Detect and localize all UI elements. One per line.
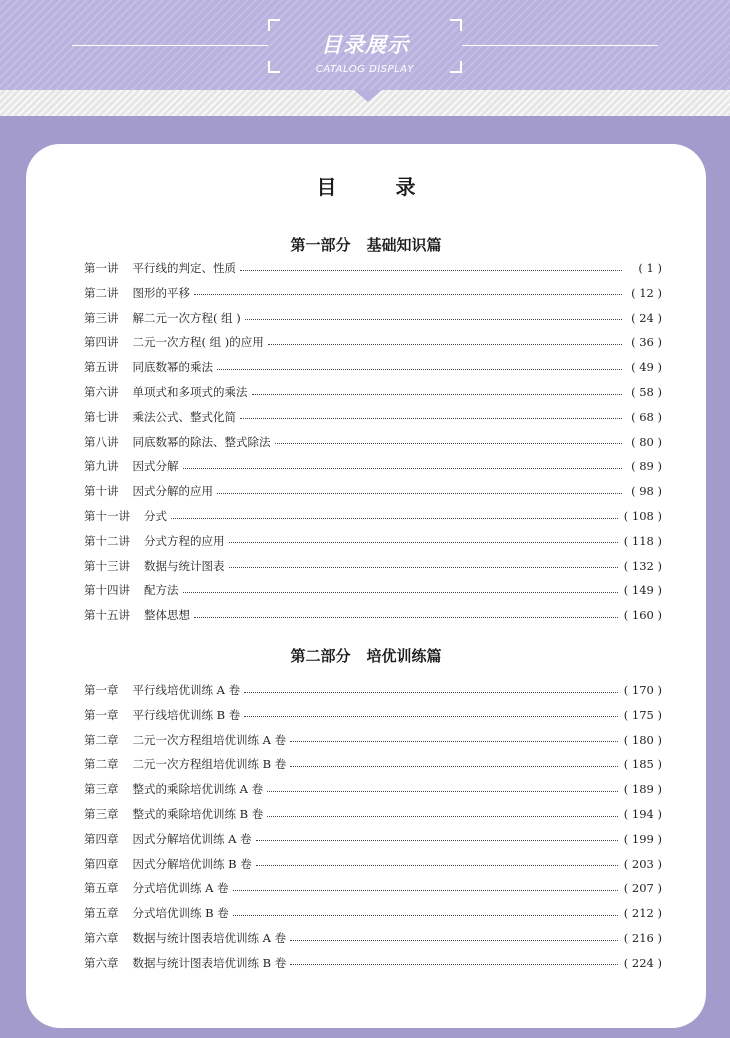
toc-entry-leader: [245, 319, 622, 320]
toc-entry: [84, 481, 662, 501]
toc-entry: [84, 456, 662, 476]
toc-entry-label: 第一讲: [84, 261, 119, 275]
part-two-title: [26, 645, 706, 666]
toc-entry-leader: [171, 518, 618, 519]
toc-entry: [84, 730, 662, 750]
header-subtitle: CATALOG DISPLAY: [315, 64, 415, 75]
toc-entry-label: 第六章: [84, 931, 119, 945]
toc-entry-title: 数据与统计图表: [144, 558, 225, 573]
toc-entry-page: ( 36 ): [631, 335, 662, 350]
toc-entry-label: 第二章: [84, 757, 119, 772]
toc-entry: [84, 680, 662, 700]
toc-entry-label: 第十三讲: [84, 558, 130, 573]
toc-entry-page: ( 98 ): [631, 484, 662, 499]
toc-entry-page: ( 80 ): [631, 434, 662, 449]
toc-entry: [84, 432, 662, 452]
toc-entry-label: 第三章: [84, 782, 119, 797]
toc-entry-leader: [194, 617, 618, 618]
toc-entry-page: ( 118 ): [623, 533, 662, 548]
toc-entry-leader: [268, 344, 622, 345]
toc-entry: [84, 779, 662, 799]
toc-entry-title: 同底数幂的除法、整式除法: [132, 434, 271, 449]
toc-entry-title: 分式方程的应用: [144, 533, 225, 548]
toc-entry-label: 第十二讲: [84, 533, 130, 548]
toc-entry-label: 第三讲: [84, 310, 119, 325]
toc-entry-leader: [183, 592, 618, 593]
toc-entry: [84, 878, 662, 898]
toc-entry-label: 第六章: [84, 955, 119, 970]
toc-entry-page: ( 194 ): [623, 807, 662, 821]
toc-entry-title: 配方法: [144, 583, 179, 598]
toc-entry: [84, 580, 662, 600]
toc-entry-page: ( 199 ): [623, 831, 662, 846]
toc-entry-page: ( 132 ): [623, 558, 662, 573]
toc-entry-label: 第十五讲: [84, 608, 130, 623]
toc-entry-leader: [194, 294, 622, 295]
toc-entry: [84, 804, 662, 824]
toc-entry-page: ( 185 ): [623, 757, 662, 772]
toc-entry-label: 第十四讲: [84, 583, 130, 598]
toc-entry: [84, 382, 662, 402]
toc-entry-leader: [229, 567, 618, 568]
toc-entry-page: ( 224 ): [623, 955, 662, 970]
toc-entry: [84, 754, 662, 774]
toc-entry-page: ( 89 ): [631, 459, 662, 474]
toc-entry: [84, 357, 662, 377]
part-two-name: 培优训练篇: [366, 647, 442, 665]
toc-entry-leader: [244, 692, 618, 693]
toc-entry-label: 第四章: [84, 831, 119, 846]
toc-entry-leader: [256, 840, 618, 841]
toc-entry-title: 分式: [144, 509, 167, 523]
toc-entry-title: 二元一次方程( 组 )的应用: [132, 335, 264, 350]
toc-entry: [84, 258, 662, 278]
toc-entry-leader: [240, 418, 622, 419]
toc-entry-page: ( 189 ): [623, 782, 662, 797]
toc-entry-leader: [233, 915, 618, 916]
toc-entry-title: 因式分解: [132, 459, 179, 474]
toc-entry-title: 乘法公式、整式化简: [132, 409, 236, 424]
part-one-title: [26, 234, 706, 255]
toc-entry-label: 第五章: [84, 906, 119, 921]
toc-entry-leader: [217, 493, 622, 494]
toc-entry-title: 二元一次方程组培优训练 B 卷: [132, 757, 287, 772]
toc-entry-page: ( 207 ): [623, 881, 662, 896]
toc-entry-page: ( 160 ): [623, 608, 662, 623]
toc-entry-title: 平行线的判定、性质: [132, 261, 236, 275]
toc-entry-page: ( 212 ): [623, 906, 662, 921]
part-two-number: 第二部分: [290, 647, 351, 665]
toc-entry-label: 第四章: [84, 856, 119, 871]
toc-entry: [84, 531, 662, 551]
toc-entry-title: 数据与统计图表培优训练 A 卷: [132, 931, 287, 945]
header-title: 目录展示: [321, 33, 409, 57]
toc-entry-title: 数据与统计图表培优训练 B 卷: [132, 955, 287, 970]
document-title: 目 录: [316, 175, 442, 199]
toc-entry-label: 第六讲: [84, 385, 119, 399]
toc-entry-title: 二元一次方程组培优训练 A 卷: [132, 732, 287, 747]
toc-entry-label: 第三章: [84, 807, 119, 821]
toc-entry-page: ( 149 ): [623, 583, 662, 598]
toc-entry-label: 第二章: [84, 732, 119, 747]
toc-entry: [84, 903, 662, 923]
toc-entry: [84, 953, 662, 973]
toc-entry-leader: [256, 865, 618, 866]
header-line-right: [462, 45, 658, 46]
toc-entry-title: 整式的乘除培优训练 A 卷: [132, 782, 264, 797]
toc-entry-page: ( 24 ): [631, 310, 662, 325]
toc-entry-title: 单项式和多项式的乘法: [132, 385, 248, 399]
toc-entry-leader: [240, 270, 622, 271]
toc-entry-title: 平行线培优训练 A 卷: [132, 683, 241, 697]
toc-entry: [84, 928, 662, 948]
toc-entry-leader: [275, 443, 623, 444]
toc-entry-leader: [290, 940, 618, 941]
toc-entry: [84, 605, 662, 625]
toc-entry-page: ( 216 ): [623, 931, 662, 945]
toc-entry-leader: [267, 791, 618, 792]
toc-entry-leader: [183, 468, 623, 469]
toc-entry-label: 第十一讲: [84, 509, 130, 523]
toc-entry-page: ( 108 ): [623, 509, 662, 523]
toc-entry: [84, 407, 662, 427]
toc-entry-leader: [290, 766, 618, 767]
toc-entry-title: 因式分解培优训练 A 卷: [132, 831, 252, 846]
toc-entry-title: 平行线培优训练 B 卷: [132, 707, 241, 722]
toc-entry-label: 第四讲: [84, 335, 119, 350]
toc-entry-leader: [244, 716, 618, 717]
part-one-number: 第一部分: [290, 236, 351, 254]
toc-entry-title: 分式培优训练 B 卷: [132, 906, 229, 921]
toc-entry-title: 因式分解培优训练 B 卷: [132, 856, 252, 871]
toc-entry-label: 第十讲: [84, 484, 119, 499]
toc-entry: [84, 308, 662, 328]
toc-entry-title: 解二元一次方程( 组 ): [132, 310, 241, 325]
toc-entry: [84, 506, 662, 526]
toc-entry-label: 第一章: [84, 707, 119, 722]
toc-entry-page: ( 68 ): [631, 409, 662, 424]
toc-entry-title: 同底数幂的乘法: [132, 360, 213, 375]
toc-entry: [84, 854, 662, 874]
toc-entry-leader: [252, 394, 623, 395]
toc-entry-title: 整式的乘除培优训练 B 卷: [132, 807, 264, 821]
toc-entry-leader: [233, 890, 618, 891]
toc-entry: [84, 332, 662, 352]
toc-card: [26, 144, 706, 1028]
toc-entry-page: ( 175 ): [623, 707, 662, 722]
toc-entry-leader: [217, 369, 622, 370]
toc-entry-leader: [267, 816, 618, 817]
toc-entry: [84, 283, 662, 303]
toc-entry-label: 第八讲: [84, 434, 119, 449]
toc-entry-title: 分式培优训练 A 卷: [132, 881, 229, 896]
toc-entry-label: 第九讲: [84, 459, 119, 474]
header-notch: [354, 90, 382, 102]
header-line-left: [72, 45, 268, 46]
toc-entry: [84, 556, 662, 576]
toc-entry-page: ( 58 ): [631, 385, 662, 399]
toc-entry-label: 第二讲: [84, 285, 119, 300]
toc-entry-page: ( 180 ): [623, 732, 662, 747]
toc-entry-page: ( 170 ): [623, 683, 662, 697]
toc-entry-label: 第五讲: [84, 360, 119, 375]
toc-entry-page: ( 1 ): [638, 261, 662, 275]
toc-entry-page: ( 203 ): [623, 856, 662, 871]
toc-entry-label: 第五章: [84, 881, 119, 896]
toc-entry-page: ( 49 ): [631, 360, 662, 375]
toc-entry-label: 第七讲: [84, 409, 119, 424]
toc-entry: [84, 829, 662, 849]
toc-entry-title: 因式分解的应用: [132, 484, 213, 499]
toc-entry-leader: [229, 542, 618, 543]
toc-entry-label: 第一章: [84, 683, 119, 697]
header-badge: [268, 19, 462, 73]
part-one-name: 基础知识篇: [366, 236, 442, 254]
toc-entry-page: ( 12 ): [631, 285, 662, 300]
toc-entry-title: 整体思想: [144, 608, 190, 623]
toc-entry: [84, 705, 662, 725]
toc-entry-title: 图形的平移: [132, 285, 190, 300]
toc-entry-leader: [290, 741, 618, 742]
toc-entry-leader: [290, 964, 618, 965]
